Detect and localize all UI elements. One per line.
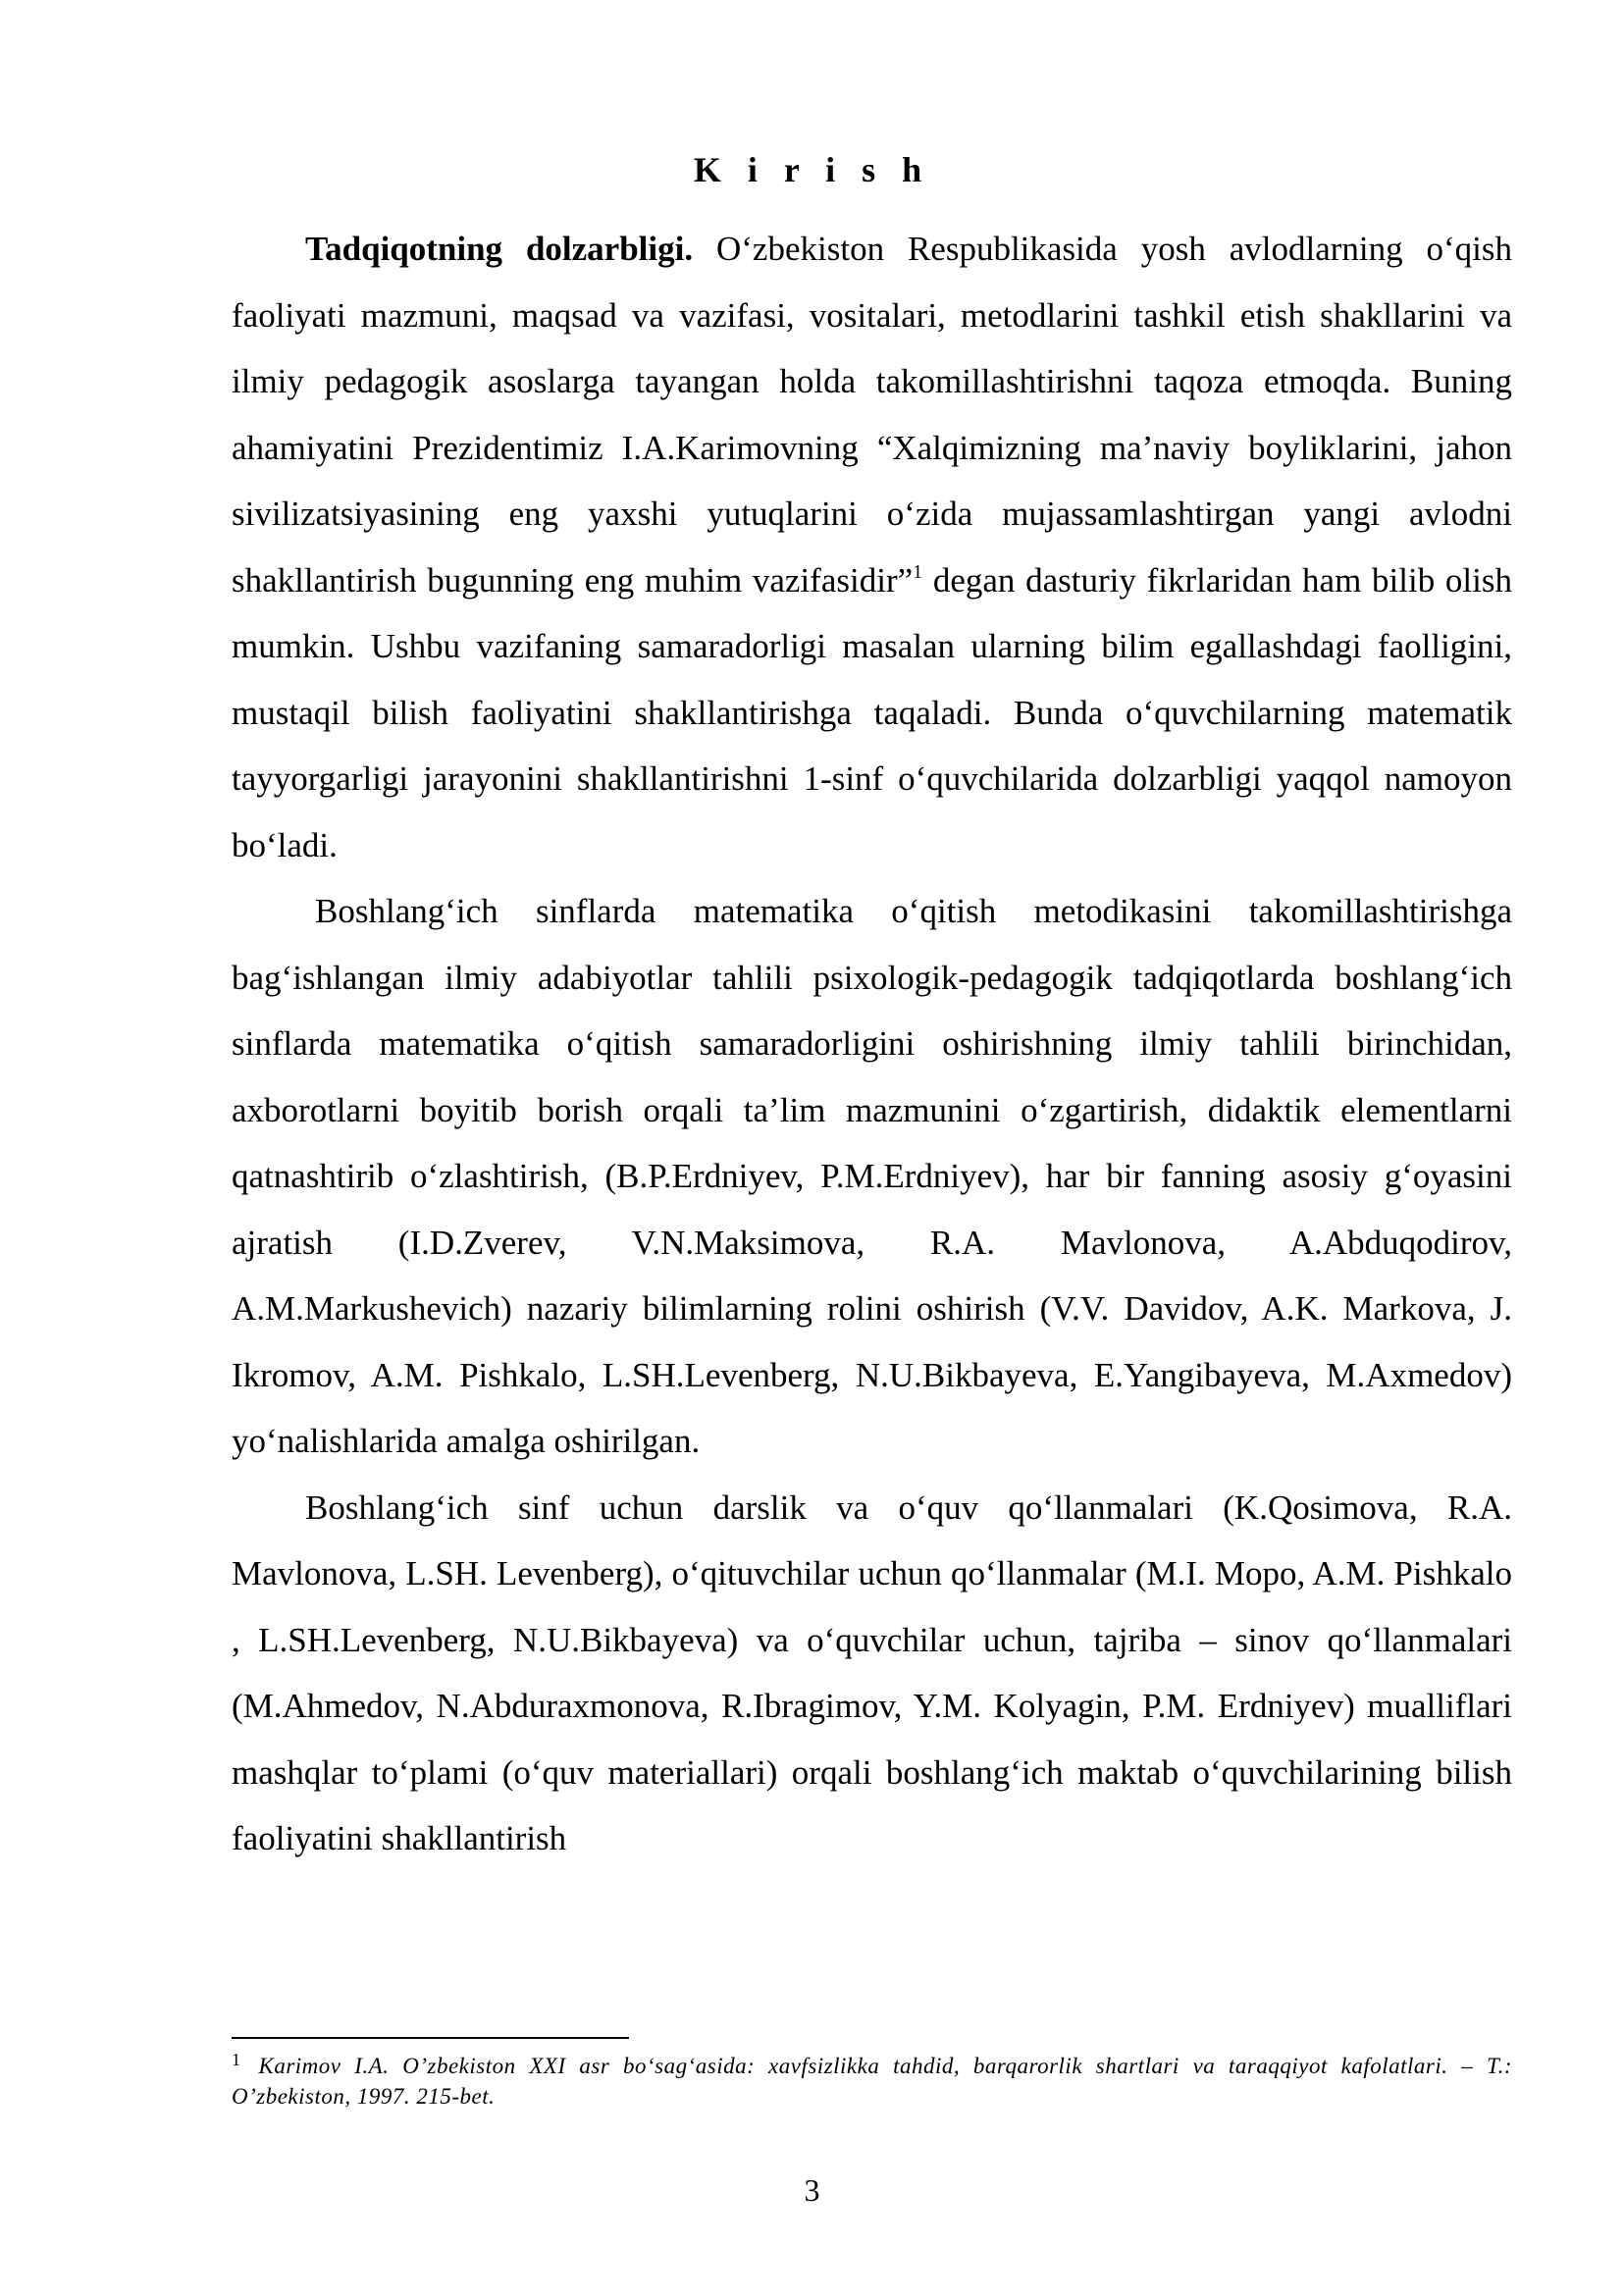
page-number: 3 [804,2172,820,2208]
body-text [232,216,1512,1872]
footnote-divider [232,2037,629,2039]
paragraph-1 [232,216,1512,878]
paragraph-text: degan dasturiy fikrlaridan ham bilib olish mumkin. Ushbu vazifaning samaradorligi masalan ularning bilim egallashdagi faolligini, mustaqil bilish faoliyatini shakllantirishga taqaladi. Bunda o‘quvchilarning matematik tayyorgarligi jarayonini shakllantirishni 1-sinf o‘quvchilarida dolzarbligi yaqqol namoyon bo‘ladi. [232,560,1512,864]
paragraph-lead: Tadqiqotning dolzarbligi. [305,230,694,268]
footnote-text: Karimov I.A. O’zbekiston XXI asr bo‘sag‘asida: xavfsizlikka tahdid, barqarorlik shartlari va taraqqiyot kafolatlari. – T.: O’zbekiston, 1997. 215-bet. [232,2054,1512,2109]
footnote-marker: 1 [232,2050,241,2069]
paragraph-3: Boshlang‘ich sinf uchun darslik va o‘quv qo‘llanmalari (K.Qosimova, R.A. Mavlonova, L.SH. Levenberg), o‘qituvchilar uchun qo‘llanmalar (M.I. Mopo, A.M. Pishkalo , L.SH.Levenberg, N.U.Bikbayeva) va o‘quvchilar uchun, tajriba – sinov qo‘llanmalari (M.Ahmedov, N.Abduraxmonova, R.Ibragimov, Y.M. Kolyagin, P.M. Erdniyev) mualliflari mashqlar to‘plami (o‘quv materiallari) orqali boshlang‘ich maktab o‘quvchilarining bilish faoliyatini shakllantirish [232,1487,1512,1857]
paragraph-text: O‘zbekiston Respublikasida yosh avlodlarning o‘qish faoliyati mazmuni, maqsad va vazifasi, vositalari, metodlarini tashkil etish shakllarini va ilmiy pedagogik asoslarga tayangan holda takomillashtirishni taqoza etmoqda. Buning ahamiyatini Prezidentimiz I.A.Karimovning “Xalqimizning ma’naviy boyliklarini, jahon sivilizatsiyasining eng yaxshi yutuqlarini o‘zida mujassamlashtirgan yangi avlodni shakllantirish bugunning eng muhim vazifasidir” [232,230,1512,600]
footnote [232,2051,1512,2112]
footnote-reference[interactable]: 1 [913,560,923,583]
paragraph-2: Boshlang‘ich sinflarda matematika o‘qitish metodikasini takomillashtirishga bag‘ishlangan ilmiy adabiyotlar tahlili psixologik-pedagogik tadqiqotlarda boshlang‘ich sinflarda matematika o‘qitish samaradorligini oshirishning ilmiy tahlili birinchidan, axborotlarni boyitib borish orqali ta’lim mazmunini o‘zgartirish, didaktik elementlarni qatnashtirib o‘zlashtirish, (B.P.Erdniyev, P.M.Erdniyev), har bir fanning asosiy g‘oyasini ajratish (I.D.Zverev, V.N.Maksimova, R.A. Mavlonova, A.Abduqodirov, A.M.Markushevich) nazariy bilimlarning rolini oshirish (V.V. Davidov, A.K. Markova, J. Ikromov, A.M. Pishkalo, L.SH.Levenberg, N.U.Bikbayeva, E.Yangibayeva, M.Axmedov) yo‘nalishlarida amalga oshirilgan. [232,892,1512,1460]
page-title: K i r i s h [693,150,931,189]
